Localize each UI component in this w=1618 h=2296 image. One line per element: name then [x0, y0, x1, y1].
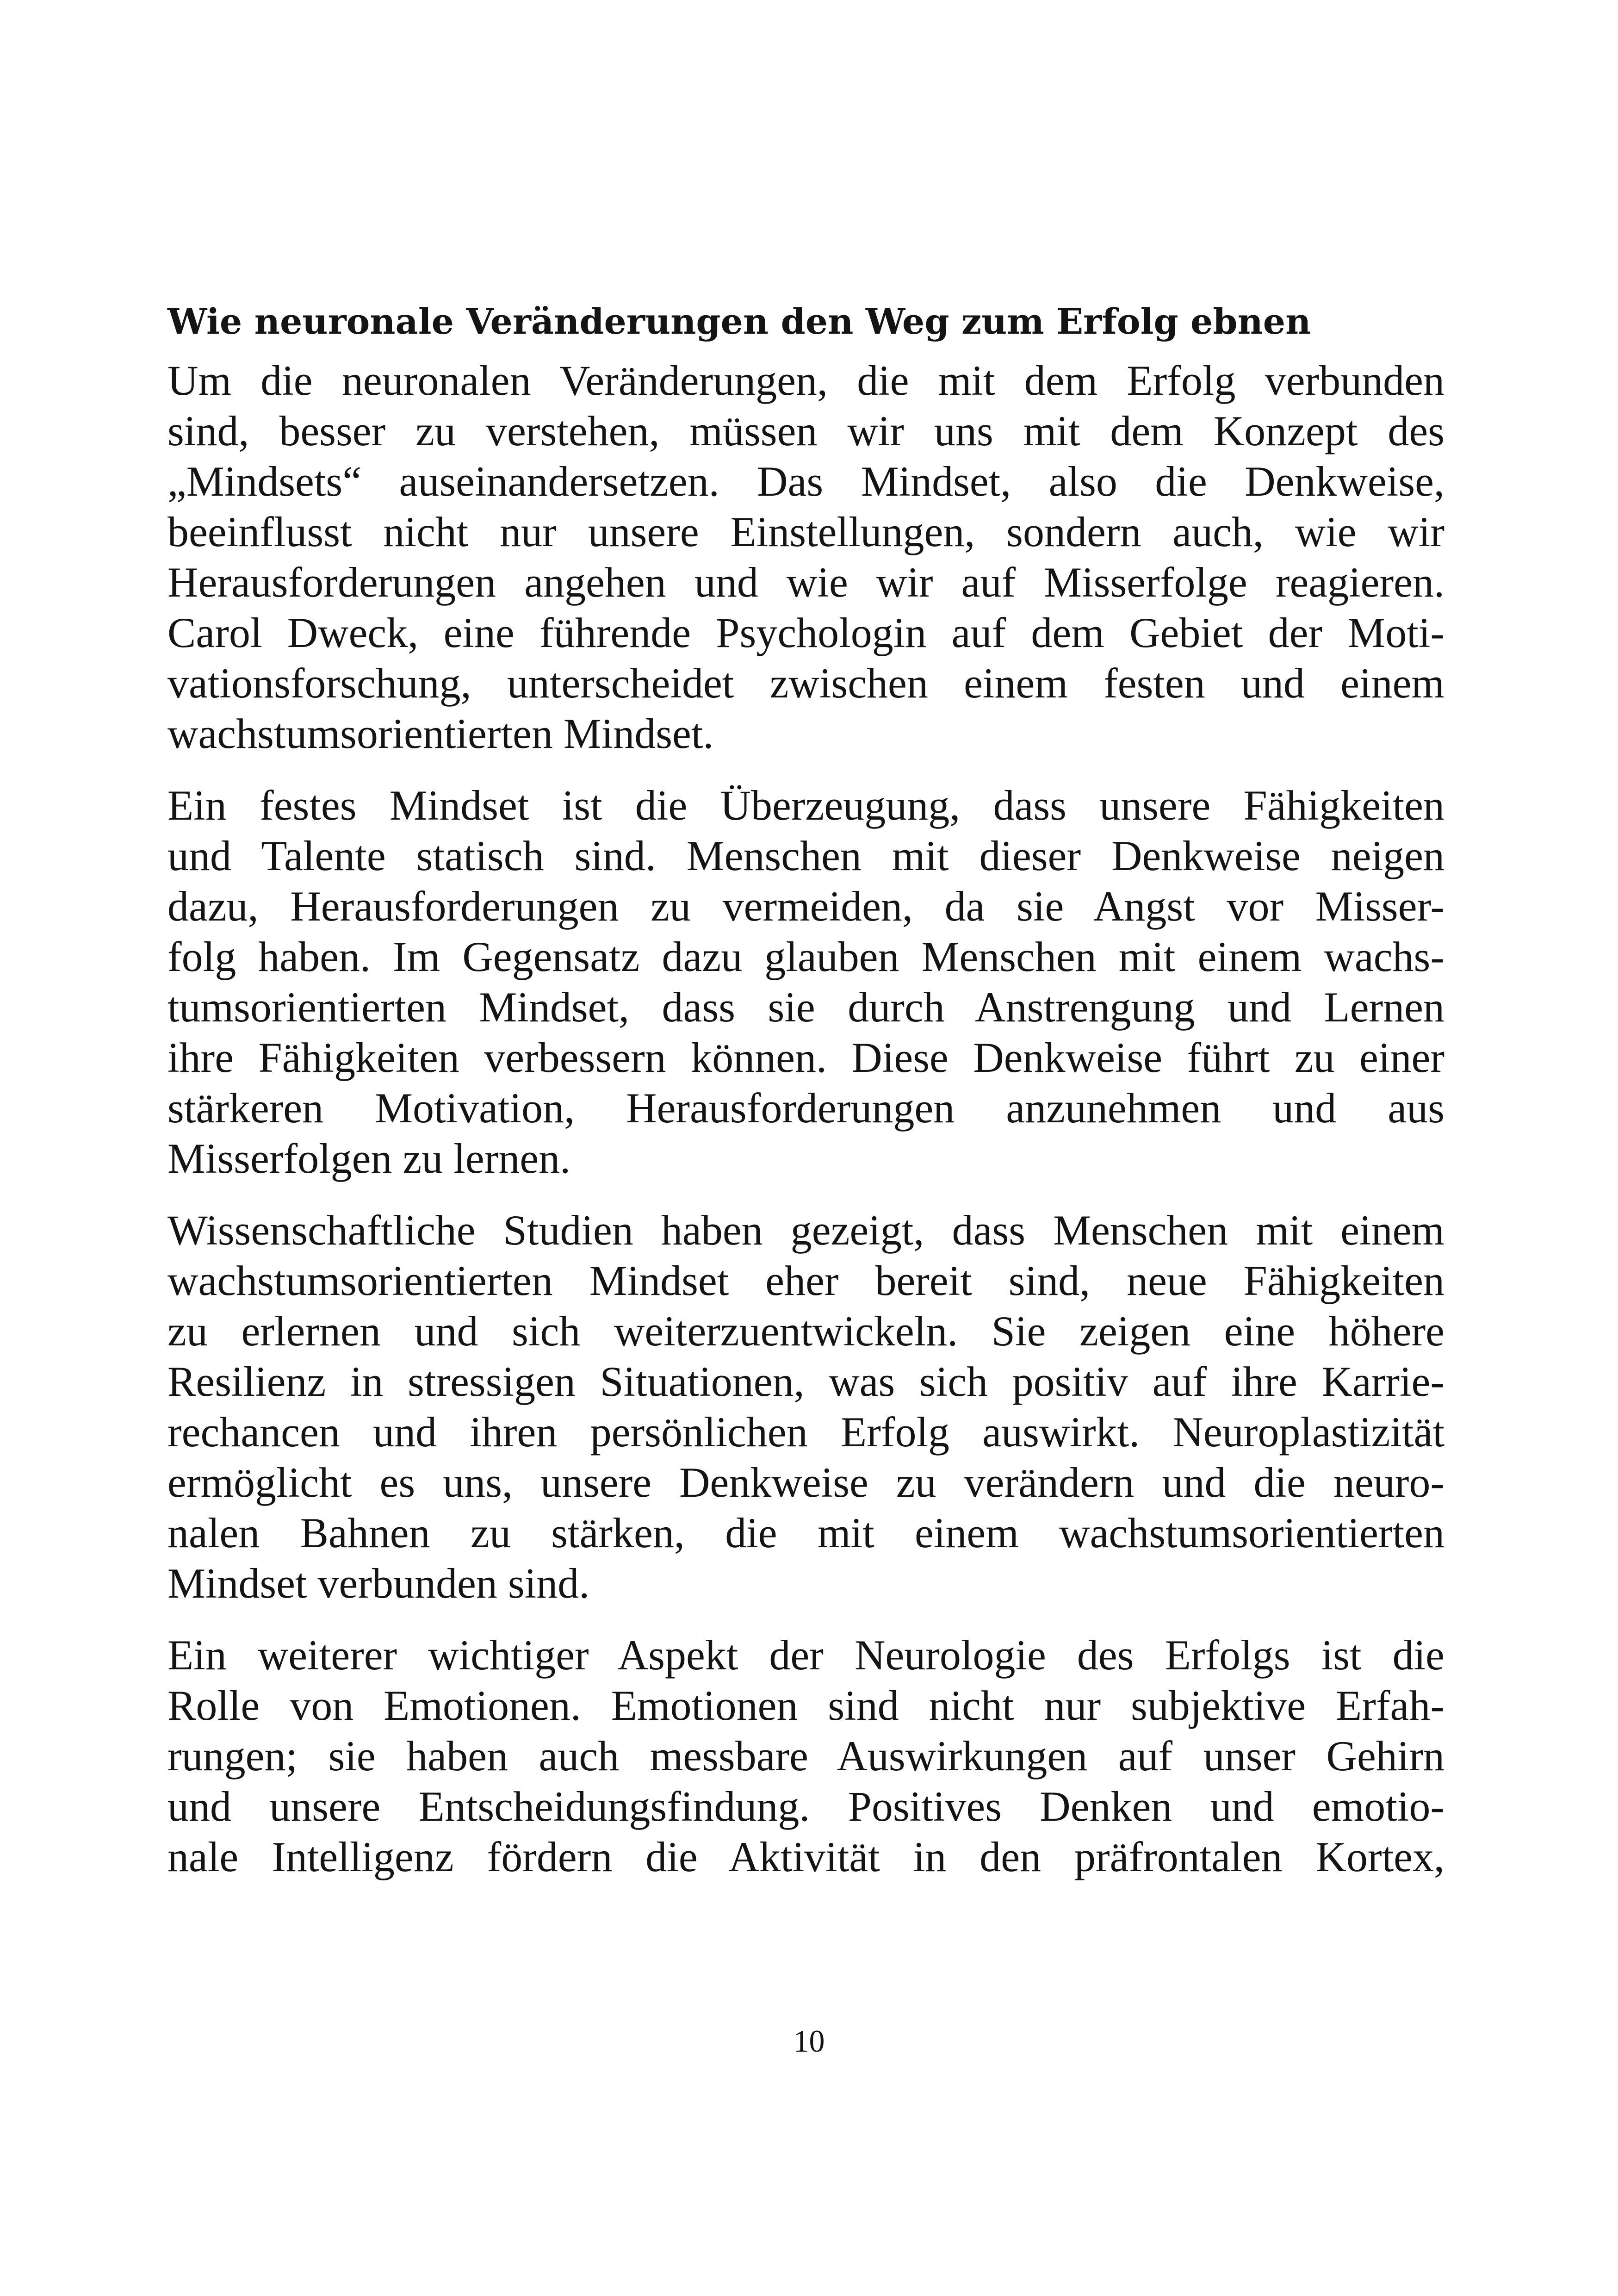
- text-line: wachstumsorientierten Mindset eher bereit sind, neue Fähigkeiten: [167, 1257, 1444, 1304]
- text-line: folg haben. Im Gegensatz dazu glauben Menschen mit einem wachs-: [167, 933, 1444, 980]
- text-line: rechancen und ihren persönlichen Erfolg auswirkt. Neuroplastizität: [167, 1408, 1444, 1456]
- text-block: [167, 296, 1444, 1904]
- section-heading: Wie neuronale Veränderungen den Weg zum Erfolg ebnen: [167, 301, 1311, 342]
- page-number: 10: [793, 2023, 825, 2059]
- paragraph: [167, 1205, 1444, 1609]
- text-line: zu erlernen und sich weiterzuentwickeln. Sie zeigen eine höhere: [167, 1307, 1444, 1355]
- text-line: Herausforderungen angehen und wie wir auf Misserfolge reagieren.: [167, 559, 1444, 606]
- text-line: sind, besser zu verstehen, müssen wir uns mit dem Konzept des: [167, 407, 1444, 454]
- paragraph: [167, 780, 1444, 1184]
- text-line: Carol Dweck, eine führende Psychologin auf dem Gebiet der Moti-: [167, 609, 1444, 656]
- text-line: dazu, Herausforderungen zu vermeiden, da sie Angst vor Misser-: [167, 883, 1444, 930]
- text-line: Ein festes Mindset ist die Überzeugung, dass unsere Fähigkeiten: [167, 782, 1444, 829]
- paragraph: [167, 1630, 1444, 1882]
- text-line: beeinflusst nicht nur unsere Einstellungen, sondern auch, wie wir: [167, 508, 1444, 555]
- text-line: wachstumsorientierten Mindset.: [167, 710, 714, 757]
- text-line: ihre Fähigkeiten verbessern können. Diese Denkweise führt zu einer: [167, 1034, 1444, 1081]
- text-line: Um die neuronalen Veränderungen, die mit dem Erfolg verbunden: [167, 357, 1444, 404]
- text-line: Rolle von Emotionen. Emotionen sind nicht nur subjektive Erfah-: [167, 1682, 1444, 1729]
- text-line: nalen Bahnen zu stärken, die mit einem wachstumsorientierten: [167, 1509, 1444, 1556]
- text-line: nale Intelligenz fördern die Aktivität in den präfrontalen Kortex,: [167, 1833, 1444, 1880]
- text-line: Misserfolgen zu lernen.: [167, 1135, 571, 1182]
- text-line: vationsforschung, unterscheidet zwischen einem festen und einem: [167, 660, 1444, 707]
- text-line: Resilienz in stressigen Situationen, was sich positiv auf ihre Karrie-: [167, 1358, 1444, 1405]
- text-line: „Mindsets“ auseinandersetzen. Das Mindset, also die Denkweise,: [167, 458, 1444, 505]
- text-line: und Talente statisch sind. Menschen mit dieser Denkweise neigen: [167, 832, 1444, 879]
- text-line: ermöglicht es uns, unsere Denkweise zu verändern und die neuro-: [167, 1459, 1444, 1506]
- text-line: Ein weiterer wichtiger Aspekt der Neurologie des Erfolgs ist die: [167, 1631, 1444, 1679]
- text-line: tumsorientierten Mindset, dass sie durch Anstrengung und Lernen: [167, 983, 1444, 1031]
- text-line: Mindset verbunden sind.: [167, 1560, 590, 1607]
- body-text: [167, 355, 1444, 1882]
- text-line: und unsere Entscheidungsfindung. Positives Denken und emotio-: [167, 1783, 1444, 1830]
- text-line: Wissenschaftliche Studien haben gezeigt, dass Menschen mit einem: [167, 1207, 1444, 1254]
- paragraph: [167, 355, 1444, 759]
- text-line: stärkeren Motivation, Herausforderungen anzunehmen und aus: [167, 1084, 1444, 1132]
- text-line: rungen; sie haben auch messbare Auswirkungen auf unser Gehirn: [167, 1732, 1444, 1780]
